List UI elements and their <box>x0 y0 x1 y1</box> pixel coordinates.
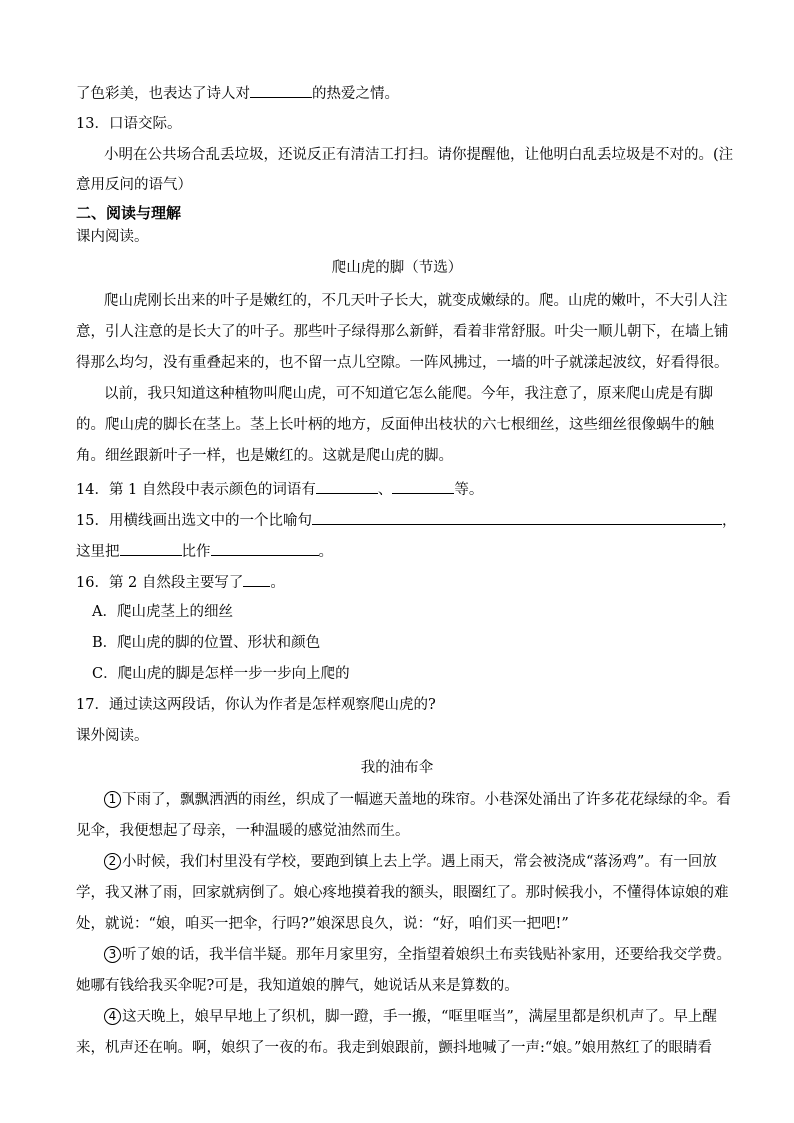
question-14: 14．第 1 自然段中表示颜色的词语有 、 等。 <box>76 478 483 500</box>
poem-answer-line: 了色彩美，也表达了诗人对 的热爱之情。 <box>76 82 399 104</box>
question-13-text: 小明在公共场合乱丢垃圾，还说反正有清洁工打扫。请你提醒他，让他明白乱丢垃圾是不对的。(注 <box>104 147 734 163</box>
passage-2-line: 2 小时候，我们村里没有学校，要跑到镇上去上学。遇上雨天，常会被浇成“落汤鸡”。有一回放 <box>104 852 717 872</box>
answer-blank[interactable] <box>211 540 319 556</box>
answer-blank[interactable] <box>243 571 270 587</box>
answer-blank[interactable] <box>316 478 378 494</box>
passage-2-line: 3 听了娘的话，我半信半疑。那年月家里穷，全指望着娘织土布卖钱贴补家用，还要给我交学费。 <box>104 945 731 965</box>
paragraph-number: 1 <box>104 791 121 808</box>
passage-1-line: 意，引人注意的是长大了的叶子。那些叶子绿得那么新鲜，看着非常舒服。叶尖一顺儿朝下，在墙上铺 <box>76 324 729 340</box>
passage-2-line: 她哪有钱给我买伞呢?可是，我知道娘的脾气，她说话从来是算数的。 <box>76 978 519 994</box>
answer-blank[interactable] <box>312 509 722 525</box>
option-a[interactable]: A．爬山虎茎上的细丝 <box>92 604 233 620</box>
passage-1-line: 爬山虎刚长出来的叶子是嫩红的，不几天叶子长大，就变成嫩绿的。爬。山虎的嫩叶，不大引人注 <box>104 293 728 309</box>
question-16: 16．第 2 自然段主要写了 。 <box>76 571 285 593</box>
section-heading: 二、阅读与理解 <box>76 204 182 222</box>
answer-blank[interactable] <box>250 82 312 98</box>
passage-2-title: 我的油布伞 <box>360 760 434 776</box>
passage-2-line: 1 下雨了，飘飘洒洒的雨丝，织成了一幅遮天盖地的珠帘。小巷深处涌出了许多花花绿绿的伞。看 <box>104 790 731 810</box>
passage-2-line: 来，机声还在响。啊，娘织了一夜的布。我走到娘跟前，颤抖地喊了一声:“娘。”娘用熬红了的眼睛看 <box>76 1040 712 1056</box>
question-13-title: 13．口语交际。 <box>76 116 182 132</box>
paragraph-number: 3 <box>104 946 121 963</box>
question-17: 17．通过读这两段话，你认为作者是怎样观察爬山虎的? <box>76 697 436 713</box>
passage-1-line: 角。细丝跟新叶子一样，也是嫩红的。这就是爬山虎的脚。 <box>76 448 453 464</box>
passage-1-line: 以前，我只知道这种植物叫爬山虎，可不知道它怎么能爬。今年，我注意了，原来爬山虎是有脚 <box>104 386 713 402</box>
question-15: 15．用横线画出选文中的一个比喻句 ， <box>76 509 736 531</box>
option-b[interactable]: B．爬山虎的脚的位置、形状和颜色 <box>92 635 321 651</box>
option-c[interactable]: C．爬山虎的脚是怎样一步一步向上爬的 <box>92 666 350 682</box>
paragraph-number: 4 <box>104 1008 121 1025</box>
paragraph-number: 2 <box>104 853 121 870</box>
passage-2-line: 学，我又淋了雨，回家就病倒了。娘心疼地摸着我的额头，眼圈红了。那时候我小，不懂得体谅娘的难 <box>76 885 729 901</box>
passage-2-line: 处，就说：“娘，咱买一把伞，行吗?”娘深思良久，说：“好，咱们买一把吧!” <box>76 916 569 932</box>
answer-blank[interactable] <box>120 540 182 556</box>
in-class-reading-label: 课内阅读。 <box>76 229 149 245</box>
answer-blank[interactable] <box>392 478 454 494</box>
extracurricular-reading-label: 课外阅读。 <box>76 728 149 744</box>
passage-2-line: 见伞，我便想起了母亲，一种温暖的感觉油然而生。 <box>76 823 410 839</box>
passage-1-line: 得那么均匀，没有重叠起来的，也不留一点儿空隙。一阵风拂过，一墙的叶子就漾起波纹，好看得很。 <box>76 355 729 371</box>
passage-1-line: 的。爬山虎的脚长在茎上。茎上长叶柄的地方，反面伸出枝状的六七根细丝，这些细丝很像蜗牛的触 <box>76 417 714 433</box>
passage-2-line: 4 这天晚上，娘早早地上了织机，脚一蹬，手一搬，“哐里哐当”，满屋里都是织机声了。早上醒 <box>104 1007 717 1027</box>
question-13-text: 意用反问的语气） <box>76 177 192 193</box>
question-15-cont: 这里把 比作 。 <box>76 540 333 562</box>
passage-1-title: 爬山虎的脚（节选） <box>331 260 463 276</box>
